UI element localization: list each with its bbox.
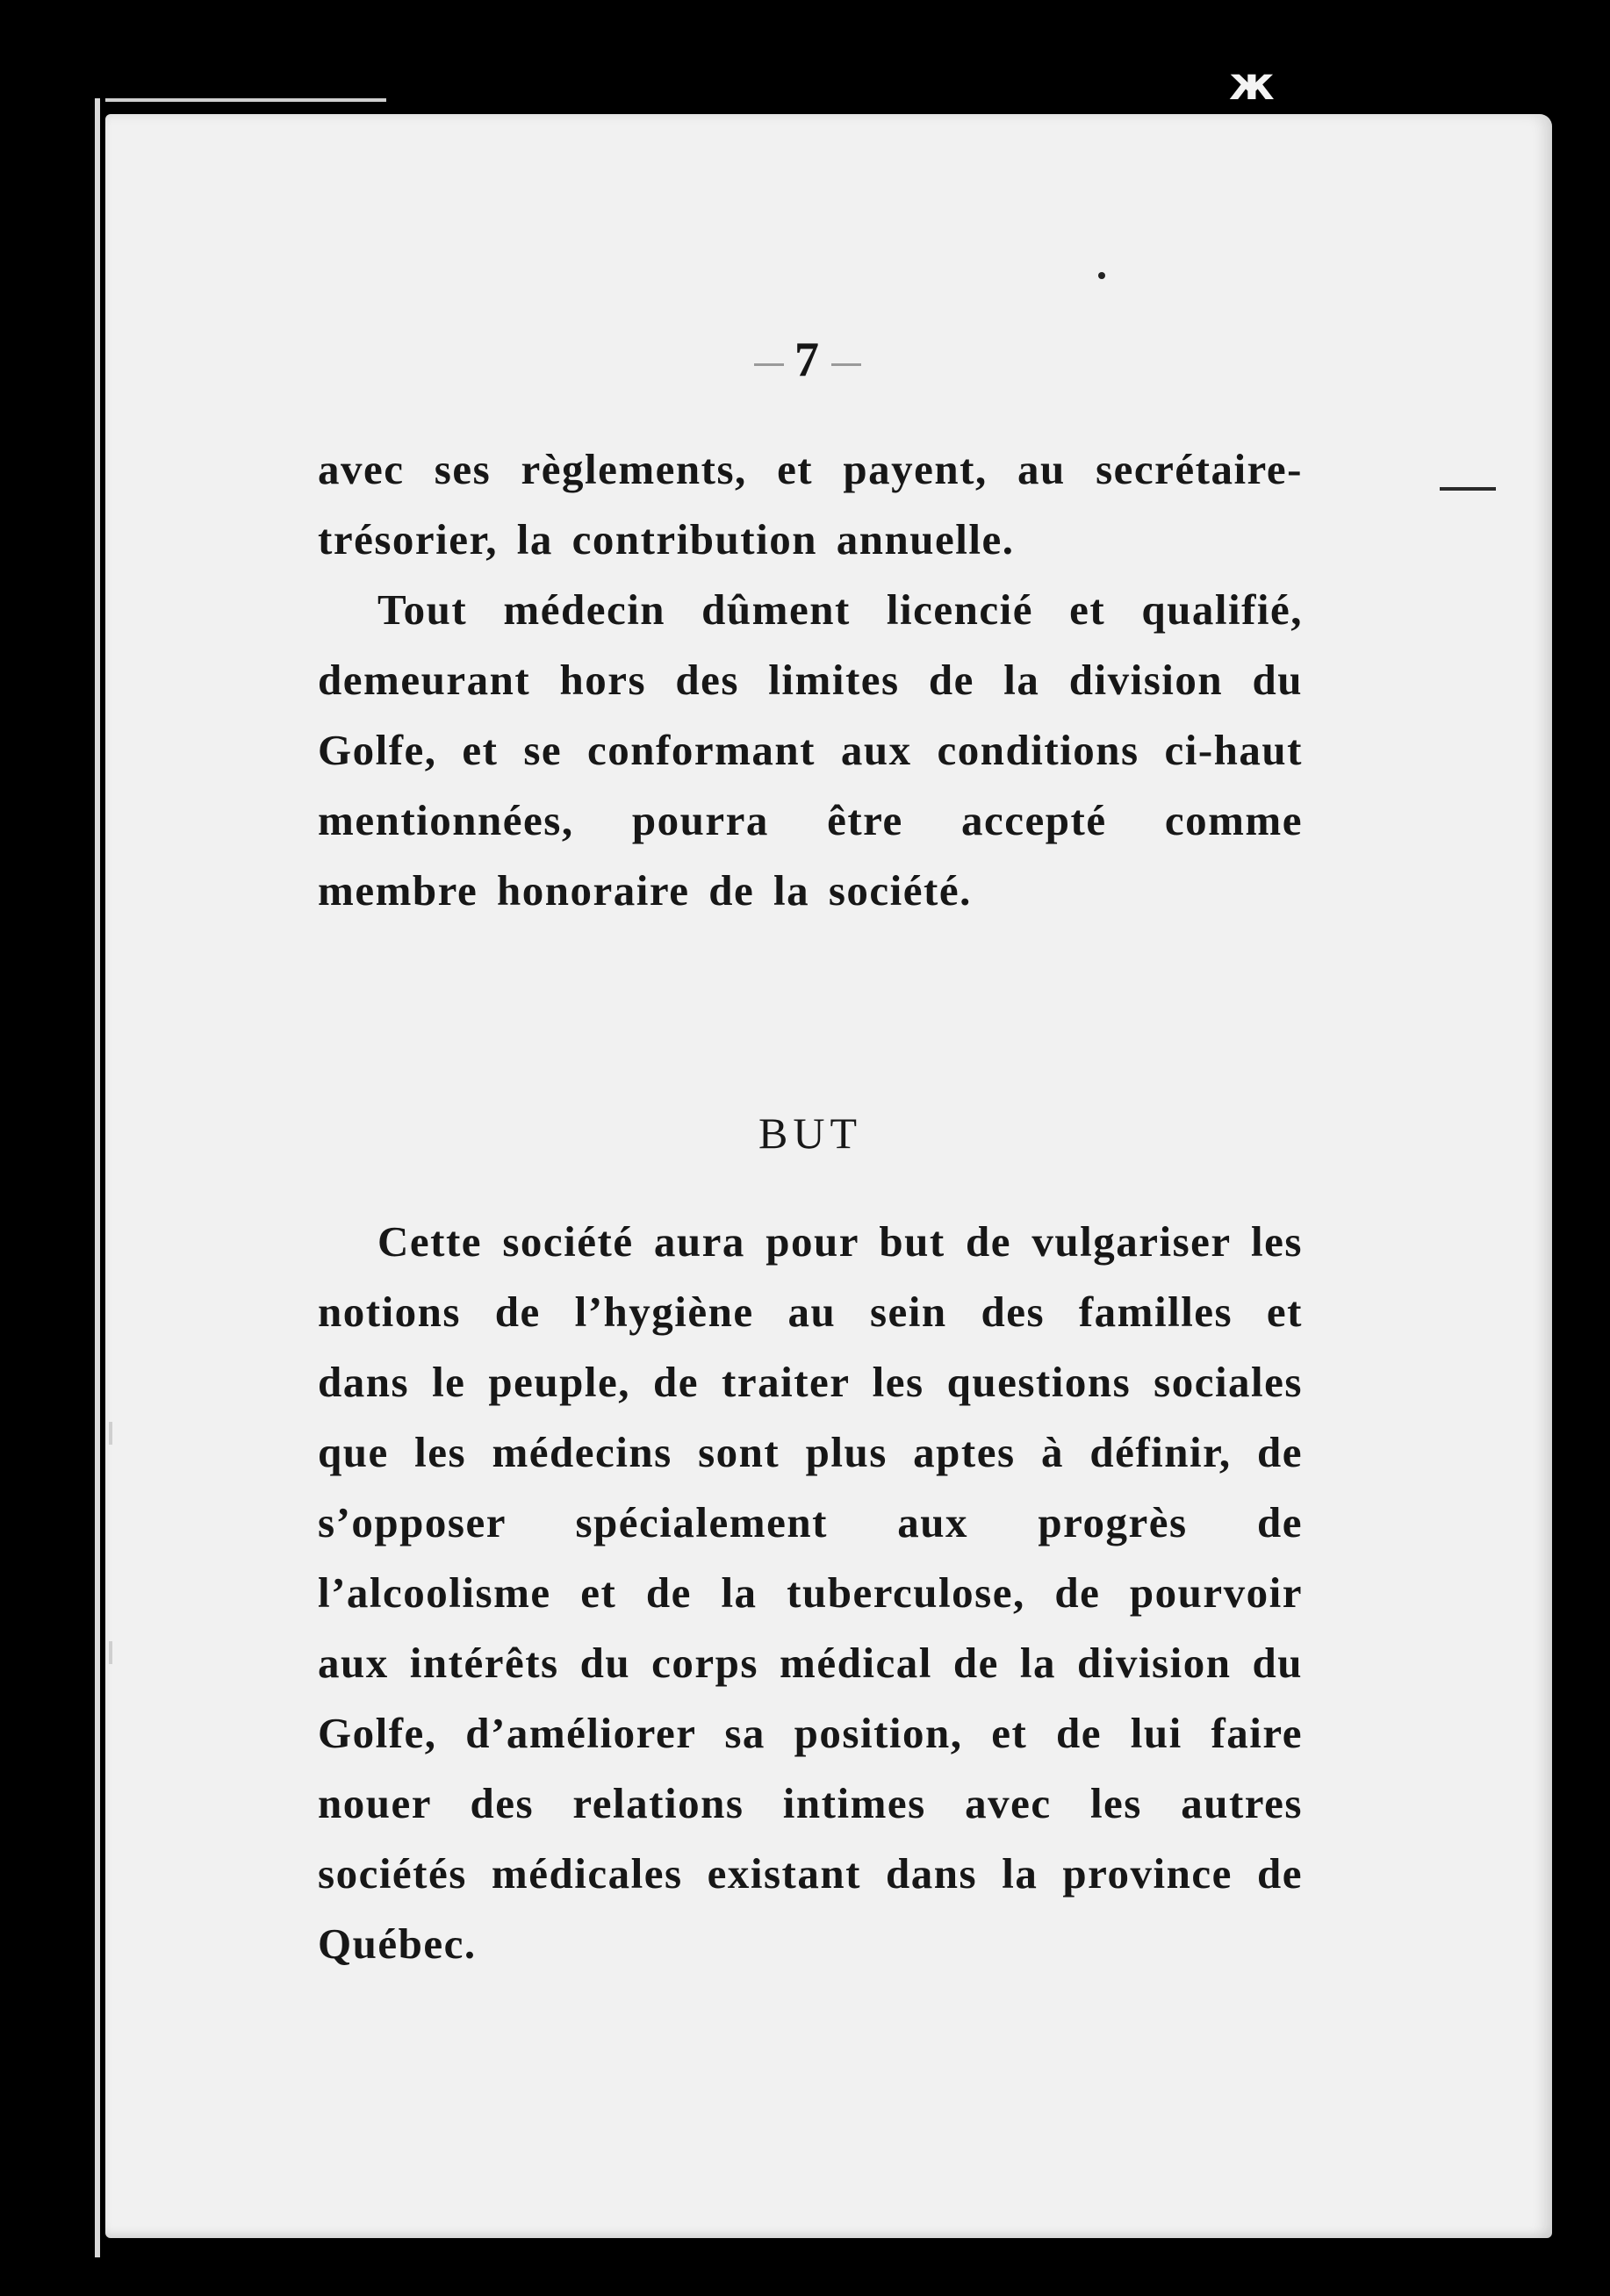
ink-speck (1098, 272, 1105, 279)
page-number-left-rule (754, 363, 784, 366)
scan-top-edge (105, 98, 386, 102)
page-number (720, 332, 895, 388)
margin-dash-mark (1440, 487, 1496, 491)
page-number-right-rule (831, 363, 861, 366)
scan-left-edge (95, 98, 100, 2257)
margin-tick (109, 1641, 112, 1664)
section-heading: BUT (758, 1109, 862, 1158)
purpose-paragraph: Cette société aura pour but de vulgariser les notions de l’hygiène au sein des familles et dans le peuple, de traiter les questions sociales que les médecins sont plus aptes à définir, de s’opposer spécialement aux progrès de l’alcoolisme et de la tuberculose, de pourvoir aux intérêts du corps médical de la division du Golfe, d’améliorer sa position, et de lui faire nouer des relations intimes avec les autres sociétés médicales existant dans la province de Québec. (318, 1217, 1303, 1968)
page-number-value: 7 (794, 333, 821, 387)
upper-text-block (318, 434, 1303, 926)
margin-tick (109, 1422, 112, 1445)
lower-text-block (318, 1207, 1303, 1979)
scan-corner-mark: ж (1229, 58, 1275, 111)
honorary-member-paragraph: Tout médecin dûment licencié et qualifié, demeurant hors des limites de la division du Golfe, et se conformant aux conditions ci-haut mentionnées, pourra être accepté comme membre honoraire de la société. (318, 585, 1303, 915)
continuation-paragraph: avec ses règlements, et payent, au secrétaire-trésorier, la contribution annuelle. (318, 445, 1303, 563)
